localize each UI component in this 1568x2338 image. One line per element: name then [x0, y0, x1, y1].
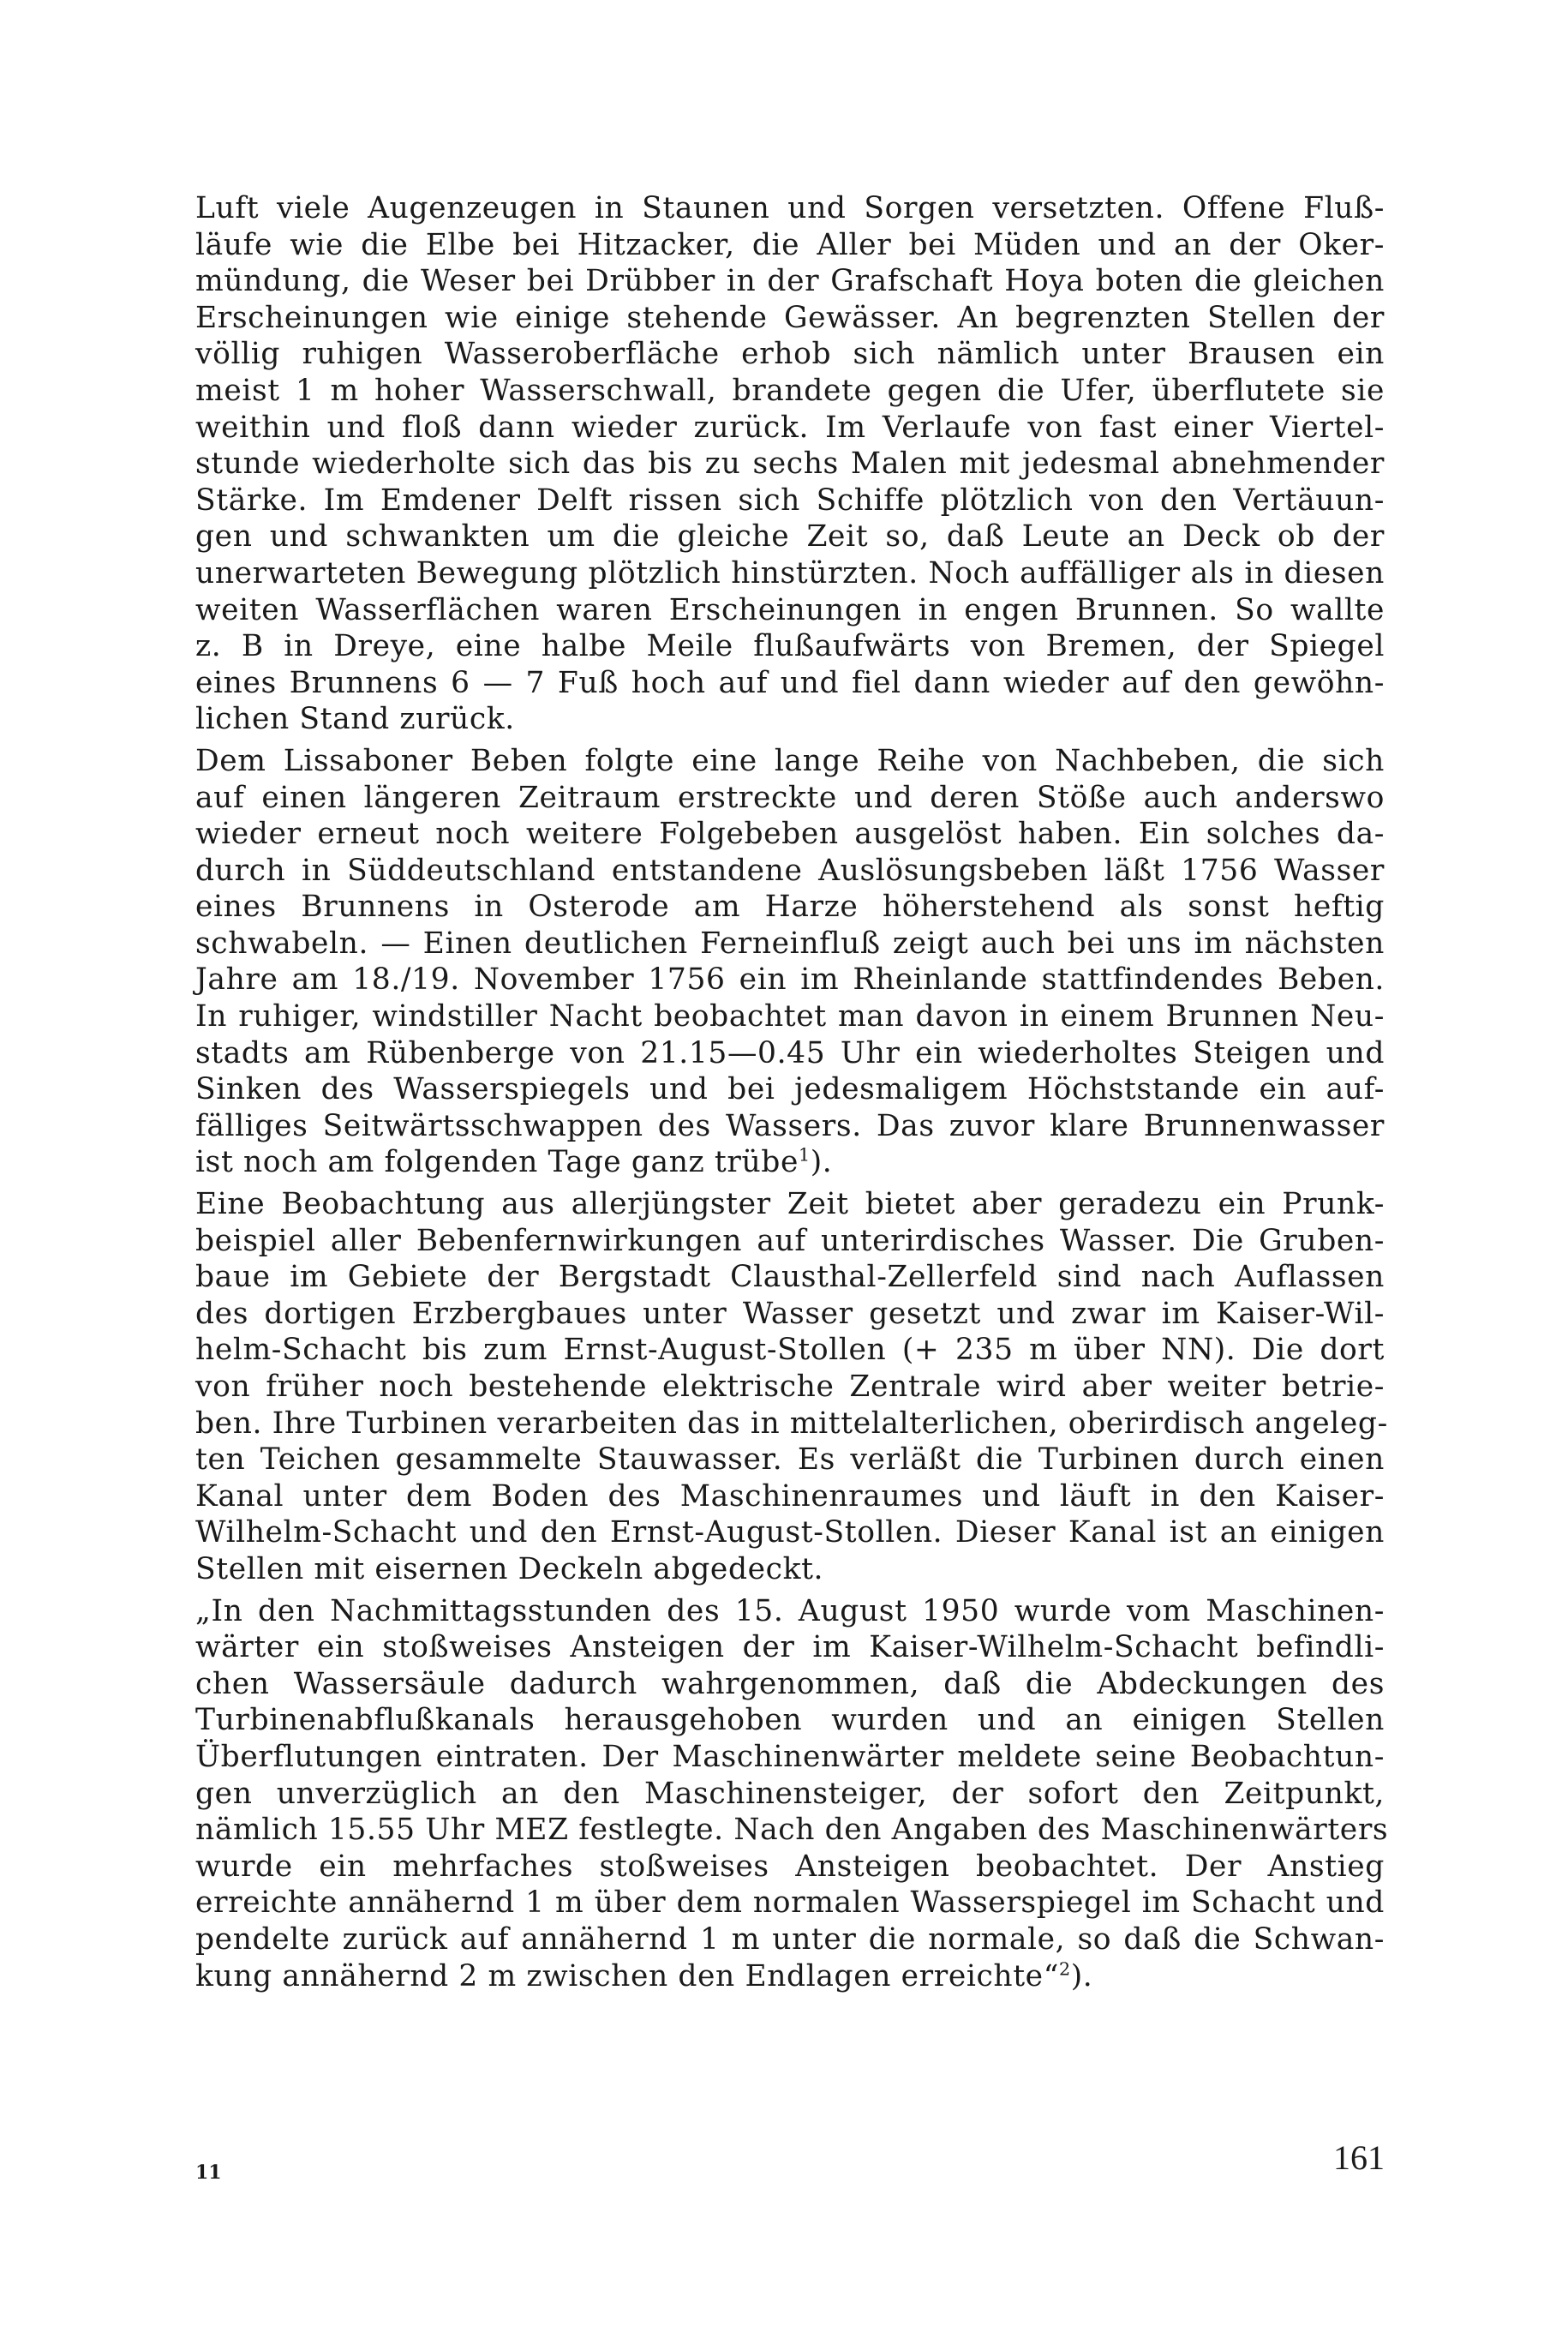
paragraph — [195, 190, 1385, 738]
text-line: beispiel aller Bebenfernwirkungen auf unterirdisches Wasser. Die Gruben- — [195, 1223, 1385, 1258]
text-line: kung annähernd 2 m zwischen den Endlagen erreichte“$^2$). — [195, 1958, 1093, 1993]
paragraph — [195, 1593, 1389, 1995]
text-line: Jahre am 18./19. November 1756 ein im Rheinlande stattfindendes Beben. — [195, 962, 1385, 998]
signature-mark: 11 — [195, 2161, 222, 2184]
text-line: mündung, die Weser bei Drübber in der Grafschaft Hoya boten die gleichen — [195, 264, 1385, 299]
footnote-marker: 1 — [798, 1144, 811, 1166]
text-line: schwabeln. — Einen deutlichen Ferneinfluß zeigt auch bei uns im nächsten — [195, 926, 1385, 961]
text-line: baue im Gebiete der Bergstadt Clausthal-Zellerfeld sind nach Auflassen — [195, 1260, 1385, 1295]
text-line: gen und schwankten um die gleiche Zeit so, daß Leute an Deck ob der — [195, 519, 1385, 555]
text-line: weithin und floß dann wieder zurück. Im Verlaufe von fast einer Viertel- — [195, 410, 1385, 445]
text-line: gen unverzüglich an den Maschinensteiger, der sofort den Zeitpunkt, — [195, 1776, 1385, 1811]
text-line: wurde ein mehrfaches stoßweises Ansteigen beobachtet. Der Anstieg — [195, 1849, 1385, 1884]
text-line: Luft viele Augenzeugen in Staunen und Sorgen versetzten. Offene Fluß- — [195, 191, 1385, 225]
text-line: Sinken des Wasserspiegels und bei jedesmaligem Höchststande ein auf- — [195, 1072, 1385, 1107]
text-line: helm-Schacht bis zum Ernst-August-Stollen (+ 235 m über NN). Die dort — [195, 1333, 1385, 1368]
text-line: des dortigen Erzbergbaues unter Wasser gesetzt und zwar im Kaiser-Wil- — [195, 1296, 1385, 1331]
text-line: stadts am Rübenberge von 21.15—0.45 Uhr ein wiederholtes Steigen und — [195, 1035, 1385, 1070]
text-line: z. B in Dreye, eine halbe Meile flußaufwärts von Bremen, der Spiegel — [195, 629, 1385, 664]
text-line: ist noch am folgenden Tage ganz trübe$^1$). — [195, 1144, 833, 1180]
text-line: Stellen mit eisernen Deckeln abgedeckt. — [195, 1551, 824, 1586]
text-line: erreichte annähernd 1 m über dem normalen Wasserspiegel im Schacht und — [195, 1885, 1385, 1921]
footnote-marker: 2 — [1058, 1958, 1071, 1979]
text-line: weiten Wasserflächen waren Erscheinungen in engen Brunnen. So wallte — [195, 592, 1385, 627]
text-line: nämlich 15.55 Uhr MEZ festlegte. Nach den Angaben des Maschinenwärters — [195, 1813, 1389, 1848]
page-number: 161 — [1333, 2138, 1385, 2177]
text-line: Überflutungen eintraten. Der Maschinenwärter meldete seine Beobachtun- — [195, 1739, 1385, 1774]
text-line: fälliges Seitwärtsschwappen des Wassers. Das zuvor klare Brunnenwasser — [195, 1108, 1385, 1143]
text-line: eines Brunnens in Osterode am Harze höherstehend als sonst heftig — [195, 890, 1385, 925]
paragraph — [195, 1186, 1388, 1588]
text-line: unerwarteten Bewegung plötzlich hinstürzten. Noch auffälliger als in diesen — [195, 555, 1385, 590]
text-line: Erscheinungen wie einige stehende Gewässer. An begrenzten Stellen der — [195, 300, 1385, 335]
text-line: ben. Ihre Turbinen verarbeiten das in mittelalterlichen, oberirdisch angeleg- — [195, 1406, 1388, 1441]
text-line: eines Brunnens 6 — 7 Fuß hoch auf und fiel dann wieder auf den gewöhn- — [195, 665, 1385, 700]
text-line: wieder erneut noch weitere Folgebeben ausgelöst haben. Ein solches da- — [195, 817, 1385, 852]
text-line: wärter ein stoßweises Ansteigen der im Kaiser-Wilhelm-Schacht befindli- — [195, 1630, 1385, 1665]
text-line: völlig ruhigen Wasseroberfläche erhob sich nämlich unter Brausen ein — [195, 337, 1385, 372]
text-line: Eine Beobachtung aus allerjüngster Zeit bietet aber geradezu ein Prunk- — [195, 1187, 1385, 1222]
text-line: meist 1 m hoher Wasserschwall, brandete gegen die Ufer, überflutete sie — [195, 373, 1385, 408]
body-text — [195, 190, 1389, 1994]
text-line: Dem Lissaboner Beben folgte eine lange Reihe von Nachbeben, die sich — [195, 743, 1385, 778]
text-line: läufe wie die Elbe bei Hitzacker, die Aller bei Müden und an der Oker- — [195, 227, 1385, 262]
text-line: Kanal unter dem Boden des Maschinenraumes und läuft in den Kaiser- — [195, 1478, 1385, 1514]
text-line: von früher noch bestehende elektrische Zentrale wird aber weiter betrie- — [195, 1370, 1385, 1404]
text-line: Turbinenabflußkanals herausgehoben wurden und an einigen Stellen — [195, 1703, 1385, 1738]
text-line: In ruhiger, windstiller Nacht beobachtet man davon in einem Brunnen Neu- — [195, 999, 1385, 1034]
text-line: stunde wiederholte sich das bis zu sechs Malen mit jedesmal abnehmender — [195, 447, 1385, 482]
text-line: durch in Süddeutschland entstandene Auslösungsbeben läßt 1756 Wasser — [195, 853, 1385, 888]
text-line: Stärke. Im Emdener Delft rissen sich Schiffe plötzlich von den Vertäuun- — [195, 483, 1385, 518]
text-line: auf einen längeren Zeitraum erstreckte und deren Stöße auch anderswo — [195, 780, 1385, 815]
text-line: ten Teichen gesammelte Stauwasser. Es verläßt die Turbinen durch einen — [195, 1442, 1385, 1478]
text-line: chen Wassersäule dadurch wahrgenommen, daß die Abdeckungen des — [195, 1666, 1385, 1701]
text-line: Wilhelm-Schacht und den Ernst-August-Stollen. Dieser Kanal ist an einigen — [195, 1515, 1385, 1550]
text-line: lichen Stand zurück. — [195, 702, 515, 737]
paragraph — [195, 743, 1385, 1181]
text-line: pendelte zurück auf annähernd 1 m unter die normale, so daß die Schwan- — [195, 1921, 1385, 1957]
text-line: „In den Nachmittagsstunden des 15. August 1950 wurde vom Maschinen- — [195, 1593, 1385, 1628]
